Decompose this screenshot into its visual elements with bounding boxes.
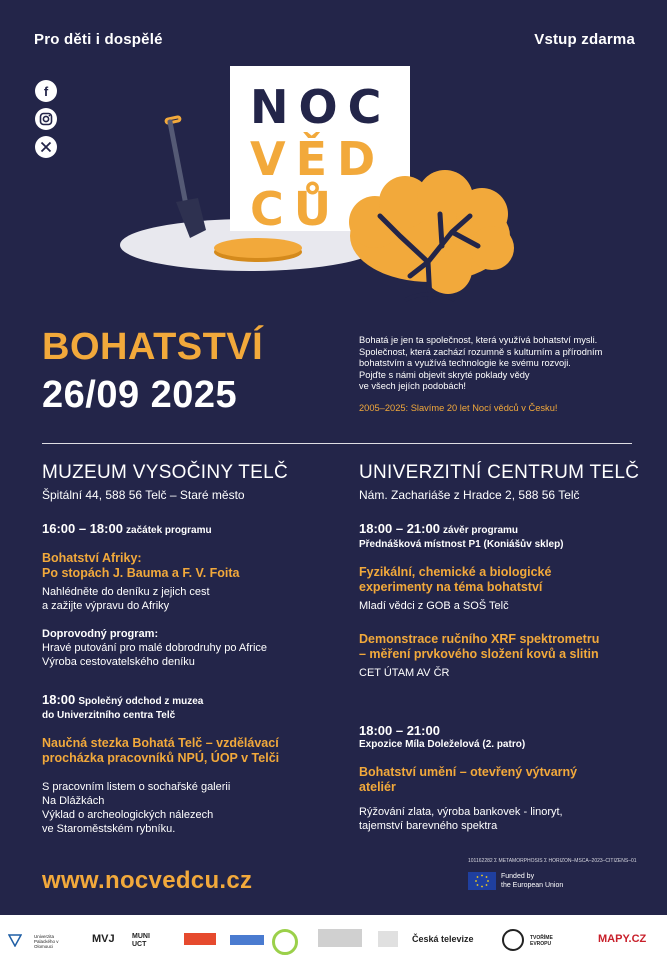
logo-ved: VĚD: [250, 132, 386, 186]
time-note: do Univerzitního centra Telč: [42, 710, 176, 721]
eu-funding-text: [501, 872, 563, 890]
eu-flag-icon: [468, 872, 496, 890]
tagline-right: Vstup zdarma: [534, 31, 635, 48]
program-desc: Na Dlážkách: [42, 795, 105, 807]
partner-mapy: MAPY.CZ: [598, 933, 647, 945]
program-desc: Výklad o archeologických nálezech: [42, 809, 214, 821]
time-label: 16:00 – 18:00: [42, 521, 123, 536]
partner-logo-round: [502, 929, 524, 951]
partner-logo-utam: [318, 929, 362, 947]
intro-line: Společnost, která zachází rozumně s kulturním a přírodním: [359, 346, 603, 357]
left-time-1: [42, 522, 212, 538]
right-program-1: [359, 565, 551, 613]
program-desc: CET ÚTAM AV ČR: [359, 667, 450, 679]
time-note: začátek programu: [126, 525, 212, 536]
time-label: 18:00 – 21:00: [359, 723, 440, 738]
left-time-2: [42, 693, 203, 723]
program-title: ateliér: [359, 780, 396, 794]
upol-logo: [8, 933, 22, 952]
right-venue-name: UNIVERZITNÍ CENTRUM TELČ: [359, 462, 640, 483]
program-desc: a zažijte výpravu do Afriky: [42, 600, 170, 612]
grant-code: 101162282 Σ METAMORPHOSIS Σ HORIZON–MSCA–2023–CITIZENS–01: [468, 858, 637, 864]
intro-text: [359, 335, 639, 393]
program-desc: Nahlédněte do deníku z jejich cest: [42, 586, 210, 598]
intro-line: Pojďte s námi objevit skryté poklady vědy: [359, 369, 530, 380]
section-divider: [42, 443, 632, 444]
right-venue-address: Nám. Zachariáše z Hradce 2, 588 56 Telč: [359, 488, 580, 502]
left-venue-name: MUZEUM VYSOČINY TELČ: [42, 462, 289, 483]
room-label: Expozice Míla Doleželová (2. patro): [359, 739, 526, 750]
program-title: Bohatství umění – otevřený výtvarný: [359, 765, 578, 779]
intro-line: Bohatá je jen ta společnost, která využívá bohatství mysli.: [359, 335, 598, 345]
eu-funding-line: the European Union: [501, 882, 564, 889]
tagline-left: Pro děti i dospělé: [34, 31, 163, 48]
program-title: Fyzikální, chemické a biologické: [359, 565, 552, 579]
side-program-line: Výroba cestovatelského deníku: [42, 656, 195, 668]
program-title: experimenty na téma bohatství: [359, 580, 543, 594]
right-program-3: [359, 765, 577, 833]
side-program-line: Hravé putování pro malé dobrodruhy po Africe: [42, 642, 268, 654]
hero-title: BOHATSTVÍ: [42, 326, 264, 368]
logo-noc: NOC: [250, 80, 392, 134]
partner-logos-strip: [0, 915, 667, 957]
partner-logo-red: [184, 933, 216, 945]
shovel-icon: [166, 117, 206, 238]
partner-muni: MUNI UCT: [132, 933, 150, 948]
partner-logo-circle: [272, 929, 298, 955]
intro-line: ve všech jejích podobách!: [359, 381, 466, 391]
left-program-2: [42, 736, 279, 836]
website-link[interactable]: www.nocvedcu.cz: [42, 867, 253, 894]
time-note: závěr programu: [443, 525, 519, 536]
partner-logo-small: [378, 931, 398, 947]
partner-mvj: MVJ: [92, 933, 115, 945]
time-label: 18:00 – 21:00: [359, 521, 440, 536]
left-side-program: [42, 627, 267, 669]
program-desc: Mladí vědci z GOB a SOŠ Telč: [359, 600, 509, 612]
eu-funding-line: Funded by: [501, 873, 535, 880]
anniversary-note: 2005–2025: Slavíme 20 let Nocí vědců v Česku!: [359, 403, 558, 413]
program-title: procházka pracovníků NPÚ, ÚOP v Telči: [42, 751, 280, 765]
partner-upol: Univerzita Palackého v Olomouci: [34, 934, 59, 949]
program-desc: Rýžování zlata, výroba bankovek - linoryt,: [359, 806, 563, 818]
left-venue-address: Špitální 44, 588 56 Telč – Staré město: [42, 488, 245, 502]
program-desc: ve Staroměstském rybníku.: [42, 823, 176, 835]
program-title: Bohatství Afriky:: [42, 551, 142, 565]
program-desc: S pracovním listem o sochařské galerii: [42, 781, 231, 793]
program-title: Naučná stezka Bohatá Telč – vzdělávací: [42, 736, 279, 750]
partner-logo-blue: [230, 935, 264, 945]
partner-tvorime-evropu: TVOŘÍME EVROPU: [530, 935, 553, 947]
intro-line: bohatstvím a využívá technologie ke svému rozvoji.: [359, 358, 571, 368]
facebook-icon[interactable]: f: [35, 80, 57, 102]
time-note: Společný odchod z muzea: [78, 696, 204, 707]
hero-date: 26/09 2025: [42, 374, 238, 416]
side-program-label: Doprovodný program:: [42, 628, 159, 640]
left-program-1: [42, 551, 240, 613]
program-title: – měření prvkového složení kovů a slitin: [359, 647, 599, 661]
room-label: Přednášková místnost P1 (Koniášův sklep): [359, 539, 564, 550]
partner-ceska-televize: Česká televize: [412, 934, 474, 944]
program-title: Demonstrace ručního XRF spektrometru: [359, 632, 600, 646]
program-title: Po stopách J. Bauma a F. V. Foita: [42, 566, 240, 580]
right-time-1: [359, 522, 564, 552]
right-time-2: [359, 724, 525, 752]
time-label: 18:00: [42, 692, 76, 707]
program-desc: tajemství barevného spektra: [359, 820, 498, 832]
logo-cu: CŮ: [250, 182, 342, 236]
right-program-2: [359, 632, 599, 680]
